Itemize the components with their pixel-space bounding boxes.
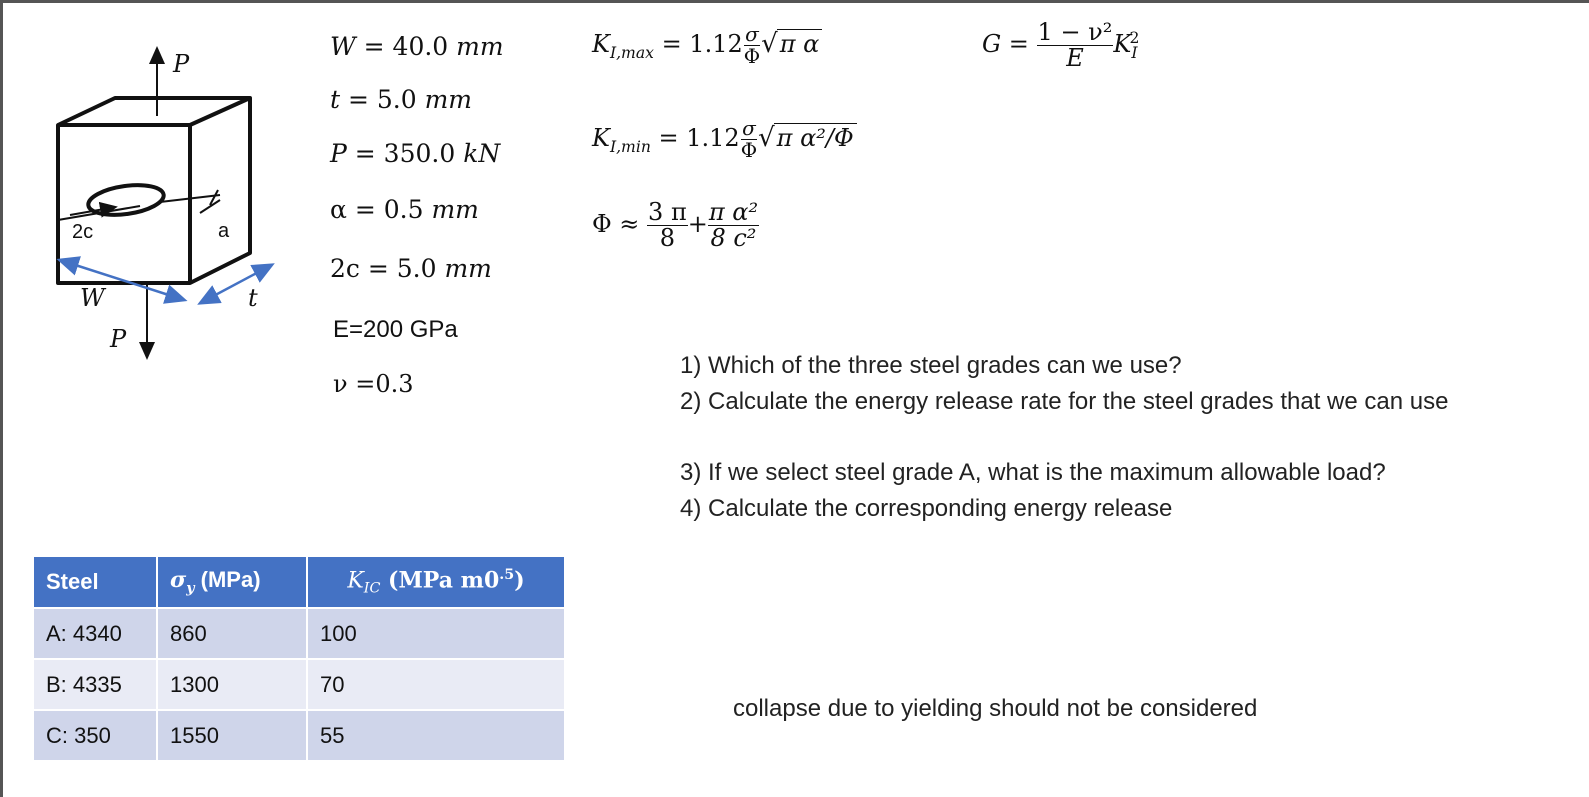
cell-toughness: 100	[307, 608, 565, 659]
table-row	[33, 659, 565, 710]
cell-yield: 1550	[157, 710, 307, 761]
param-crack-depth: α = 0.5 mm	[330, 195, 479, 224]
crack-length-label: 2c	[72, 221, 94, 243]
cell-toughness: 70	[307, 659, 565, 710]
param-thickness: t = 5.0 mm	[330, 85, 473, 114]
equation-phi: Φ ≈ $\frac{3 \pi}{8}$ + $\frac{\text{π α²}}{\text{8 c²}}$	[592, 198, 759, 253]
question-3: 3) If we select steel grade A, what is the maximum allowable load?	[680, 459, 1386, 486]
question-2: 2) Calculate the energy release rate for the steel grades that we can use	[680, 388, 1449, 415]
question-4: 4) Calculate the corresponding energy release	[680, 495, 1173, 522]
cell-yield: 860	[157, 608, 307, 659]
cell-toughness: 55	[307, 710, 565, 761]
param-poisson: ν =0.3	[333, 370, 414, 398]
cell-steel: A: 4340	[33, 608, 157, 659]
equation-k-max: $K_{I,max} = 1.12$ $\frac{\sigma}{\Phi}$ √π α	[592, 24, 822, 67]
yielding-note: collapse due to yielding should not be considered	[733, 695, 1258, 722]
crack-depth-label: a	[218, 220, 230, 242]
header-fracture-toughness: $K_{IC}$ (MPa $m0^{.5}$)	[307, 556, 565, 608]
steel-grades-table	[32, 555, 566, 762]
table-row	[33, 710, 565, 761]
specimen-diagram	[40, 40, 310, 370]
load-label-top: P	[173, 50, 190, 78]
window-top-border	[0, 0, 1589, 3]
cell-steel: C: 350	[33, 710, 157, 761]
cell-steel: B: 4335	[33, 659, 157, 710]
equation-energy-release: G = $\frac{\text{1 − ν²}}{E}$ $K_I^2$	[982, 18, 1140, 73]
param-crack-length: 2c = 5.0 mm	[330, 254, 492, 283]
header-yield-strength: $\sigma_y$ (MPa)	[157, 556, 307, 608]
width-label: W	[80, 284, 105, 312]
table-header-row	[33, 556, 565, 608]
param-width: W = 40.0 mm	[330, 32, 504, 61]
param-load: P = 350.0 kN	[330, 139, 501, 168]
param-modulus: E=200 GPa	[333, 316, 458, 343]
load-label-bottom: P	[110, 325, 127, 353]
cell-yield: 1300	[157, 659, 307, 710]
table-row	[33, 608, 565, 659]
equation-k-min: $K_{I,min} = 1.12$ $\frac{\sigma}{\Phi}$ √π α²/Φ	[592, 118, 857, 161]
specimen-block	[58, 98, 250, 283]
thickness-label: t	[248, 284, 258, 312]
header-steel: Steel	[33, 556, 157, 608]
window-left-border	[0, 0, 3, 797]
question-1: 1) Which of the three steel grades can we use?	[680, 352, 1182, 379]
